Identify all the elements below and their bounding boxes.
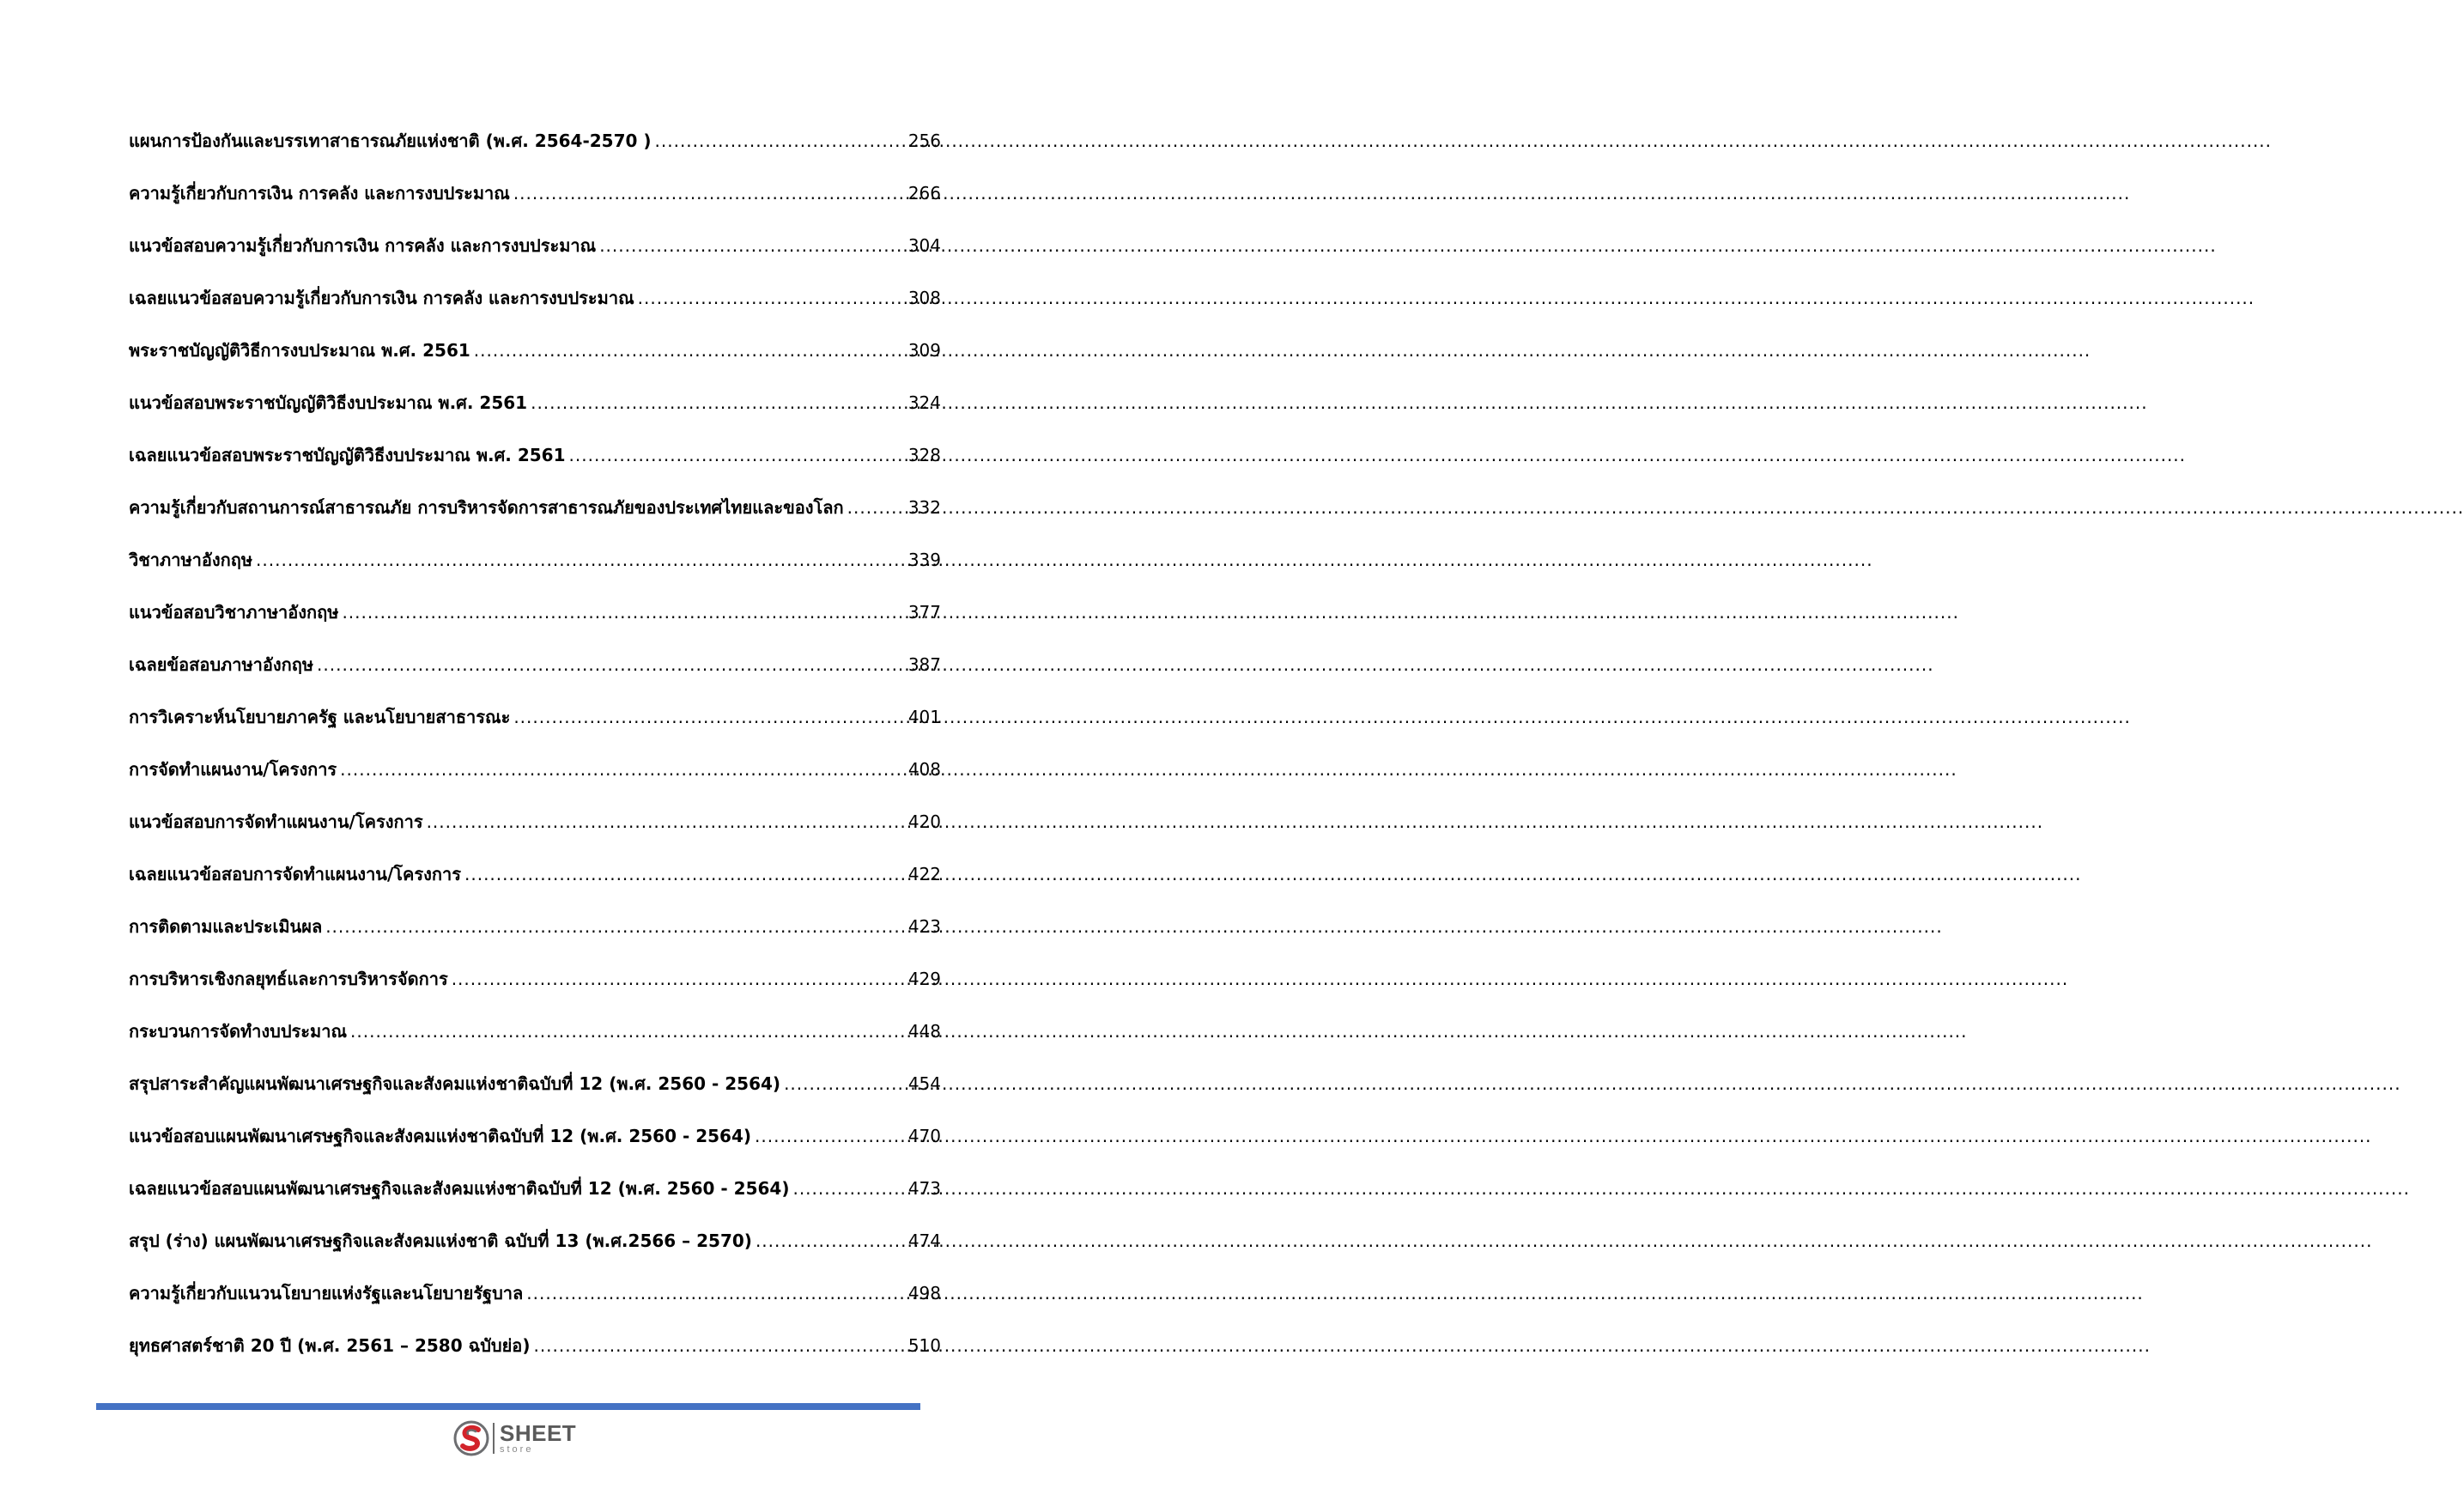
toc-entry[interactable] (129, 599, 941, 651)
dot-leader (531, 392, 905, 413)
toc-entry[interactable] (129, 1279, 941, 1332)
toc-entry[interactable] (129, 337, 941, 389)
toc-entry-page: 420 (907, 811, 941, 832)
dot-leader (638, 288, 905, 308)
toc-entry-title: แนวข้อสอบพระราชบัญญัติวิธีงบประมาณ พ.ศ. 2561 (129, 392, 528, 413)
dot-leader (599, 235, 905, 256)
toc-entry[interactable] (129, 651, 941, 703)
toc-entry-title: สรุปสาระสำคัญแผนพัฒนาเศรษฐกิจและสังคมแห่งชาติฉบับที่ 12 (พ.ศ. 2560 - 2564) (129, 1073, 781, 1094)
dot-leader (513, 707, 904, 727)
dot-leader (847, 497, 905, 518)
dot-leader (784, 1073, 905, 1094)
dot-leader (792, 1178, 904, 1199)
toc-entry-page: 429 (907, 969, 941, 989)
toc-entry-title: พระราชบัญญัติวิธีการงบประมาณ พ.ศ. 2561 (129, 340, 470, 361)
dot-leader (340, 759, 905, 780)
toc-entry-title: เฉลยแนวข้อสอบการจัดทำแผนงาน/โครงการ (129, 864, 461, 884)
toc-entry[interactable] (129, 1070, 941, 1122)
toc-entry-page: 266 (907, 183, 941, 204)
dot-leader (474, 340, 905, 361)
toc-entry[interactable] (129, 808, 941, 860)
toc-entry-page: 510 (907, 1335, 941, 1356)
toc-entry[interactable] (129, 1122, 941, 1175)
toc-entry[interactable] (129, 232, 941, 284)
toc-entry-title: แผนการป้องกันและบรรเทาสาธารณภัยแห่งชาติ (พ.ศ. 2564-2570 ) (129, 131, 652, 151)
toc-entry[interactable] (129, 756, 941, 808)
toc-entry[interactable] (129, 1227, 941, 1279)
dot-leader (756, 1231, 905, 1251)
toc-entry[interactable] (129, 913, 941, 965)
toc-entry-title: การวิเคราะห์นโยบายภาครัฐ และนโยบายสาธารณะ (129, 707, 511, 727)
toc-entry-page: 256 (907, 131, 941, 151)
toc-entry-title: สรุป (ร่าง) แผนพัฒนาเศรษฐกิจและสังคมแห่งชาติ ฉบับที่ 13 (พ.ศ.2566 – 2570) (129, 1231, 752, 1251)
dot-leader (256, 550, 905, 570)
toc-entry-title: เฉลยแนวข้อสอบความรู้เกี่ยวกับการเงิน การคลัง และการงบประมาณ (129, 288, 634, 308)
toc-entry[interactable] (129, 284, 941, 337)
toc-entry-page: 401 (907, 707, 941, 727)
toc-entry[interactable] (129, 703, 941, 756)
logo-divider (493, 1423, 495, 1454)
toc-entry[interactable] (129, 179, 941, 232)
dot-leader (317, 654, 905, 675)
dot-leader (655, 131, 905, 151)
toc-entry-title: แนวข้อสอบวิชาภาษาอังกฤษ (129, 602, 339, 623)
dot-leader (755, 1126, 905, 1146)
toc-entry-page: 448 (907, 1021, 941, 1042)
toc-entry-title: วิชาภาษาอังกฤษ (129, 550, 253, 570)
dot-leader (533, 1335, 904, 1356)
toc-entry-title: แนวข้อสอบความรู้เกี่ยวกับการเงิน การคลัง และการงบประมาณ (129, 235, 597, 256)
dot-leader (427, 811, 905, 832)
logo-subword: store (500, 1444, 534, 1455)
dot-leader (342, 602, 904, 623)
dot-leader (464, 864, 905, 884)
toc-entry-page: 308 (907, 288, 941, 308)
toc-entry[interactable] (129, 1018, 941, 1070)
toc-entry-page: 408 (907, 759, 941, 780)
toc-entry-title: เฉลยแนวข้อสอบแผนพัฒนาเศรษฐกิจและสังคมแห่งชาติฉบับที่ 12 (พ.ศ. 2560 - 2564) (129, 1178, 790, 1199)
toc-entry-page: 387 (907, 654, 941, 675)
toc-entry-title: ความรู้เกี่ยวกับการเงิน การคลัง และการงบประมาณ (129, 183, 510, 204)
dot-leader (526, 1283, 905, 1303)
table-of-contents (129, 127, 941, 1384)
toc-entry[interactable] (129, 965, 941, 1018)
dot-leader (325, 916, 905, 937)
toc-entry-title: การจัดทำแผนงาน/โครงการ (129, 759, 337, 780)
toc-entry-page: 339 (907, 550, 941, 570)
toc-entry-page: 328 (907, 445, 941, 465)
toc-entry[interactable] (129, 389, 941, 441)
toc-entry[interactable] (129, 1175, 941, 1227)
toc-entry-page: 473 (907, 1178, 941, 1199)
toc-entry-title: ยุทธศาสตร์ชาติ 20 ปี (พ.ศ. 2561 – 2580 ฉบับย่อ) (129, 1335, 531, 1356)
dot-leader (350, 1021, 905, 1042)
toc-entry-title: กระบวนการจัดทำงบประมาณ (129, 1021, 348, 1042)
toc-entry[interactable] (129, 127, 941, 179)
toc-entry-page: 324 (907, 392, 941, 413)
toc-entry[interactable] (129, 1332, 941, 1384)
logo-word: SHEET (500, 1420, 577, 1446)
toc-entry-title: เฉลยแนวข้อสอบพระราชบัญญัติวิธีงบประมาณ พ.ศ. 2561 (129, 445, 566, 465)
toc-entry-title: แนวข้อสอบการจัดทำแผนงาน/โครงการ (129, 811, 423, 832)
toc-entry-title: ความรู้เกี่ยวกับแนวนโยบายแห่งรัฐและนโยบายรัฐบาล (129, 1283, 524, 1303)
toc-entry-page: 454 (907, 1073, 941, 1094)
toc-entry[interactable] (129, 494, 941, 546)
toc-entry-page: 377 (907, 602, 941, 623)
footer-rule (96, 1403, 920, 1410)
toc-entry-page: 422 (907, 864, 941, 884)
toc-entry-page: 470 (907, 1126, 941, 1146)
toc-entry-title: การบริหารเชิงกลยุทธ์และการบริหารจัดการ (129, 969, 448, 989)
toc-entry-title: การติดตามและประเมินผล (129, 916, 323, 937)
sheet-store-logo (453, 1419, 576, 1458)
toc-entry-page: 309 (907, 340, 941, 361)
toc-entry-page: 474 (907, 1231, 941, 1251)
toc-entry[interactable] (129, 546, 941, 599)
toc-entry-page: 332 (907, 497, 941, 518)
toc-entry-page: 423 (907, 916, 941, 937)
dot-leader (569, 445, 905, 465)
logo-text (500, 1422, 576, 1455)
toc-entry-title: เฉลยข้อสอบภาษาอังกฤษ (129, 654, 314, 675)
sheet-store-s-icon (453, 1420, 489, 1456)
dot-leader (452, 969, 905, 989)
toc-entry[interactable] (129, 441, 941, 494)
toc-entry-page: 498 (907, 1283, 941, 1303)
toc-entry[interactable] (129, 860, 941, 913)
toc-entry-title: แนวข้อสอบแผนพัฒนาเศรษฐกิจและสังคมแห่งชาติฉบับที่ 12 (พ.ศ. 2560 - 2564) (129, 1126, 752, 1146)
dot-leader (513, 183, 905, 204)
toc-entry-title: ความรู้เกี่ยวกับสถานการณ์สาธารณภัย การบริหารจัดการสาธารณภัยของประเทศไทยและของโลก (129, 497, 844, 518)
toc-entry-page: 304 (907, 235, 941, 256)
